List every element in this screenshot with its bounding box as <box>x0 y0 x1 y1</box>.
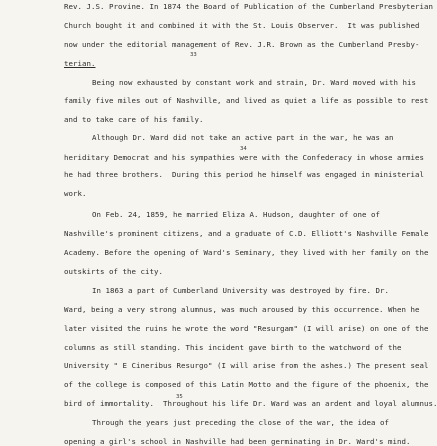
text-line: of the college is composed of this Latin Motto and the figure of the phoenix, the <box>64 380 429 389</box>
text-line: outskirts of the city. <box>64 267 163 276</box>
text-line: he had three brothers. During this period he himself was engaged in ministerial <box>64 170 424 179</box>
text-line: and to take care of his family. <box>64 115 204 124</box>
text-line: Academy. Before the opening of Ward's Seminary, they lived with her family on the <box>64 248 429 257</box>
text-line: bird of immortality. Throughout his life Dr. Ward was an ardent and loyal alumnus. <box>64 399 437 408</box>
text-line: Although Dr. Ward did not take an active part in the war, he was an <box>92 133 394 142</box>
text-line: heriditary Democrat and his sympathies were with the Confederacy in whose armies <box>64 153 424 162</box>
footnote-number: 35 <box>176 394 183 400</box>
footnote-number: 34 <box>240 146 247 152</box>
text-line: work. <box>64 189 87 198</box>
text-line: University " E Cineribus Resurgo" (I will arise from the ashes.) The present seal <box>64 361 429 370</box>
text-line: On Feb. 24, 1859, he married Eliza A. Hudson, daughter of one of <box>92 210 380 219</box>
text-line: family five miles out of Nashville, and lived as quiet a life as possible to rest <box>64 96 429 105</box>
text-line: Church bought it and combined it with the St. Louis Observer. It was published <box>64 21 420 30</box>
text-line: later visited the ruins he wrote the word "Resurgam" (I will arise) on one of the <box>64 324 429 333</box>
text-line: Rev. J.S. Provine. In 1874 the Board of Publication of the Cumberland Presbyterian <box>64 2 433 11</box>
footnote-number: 33 <box>190 52 197 58</box>
text-line: columns as still standing. This incident gave birth to the watchword of the <box>64 343 402 352</box>
text-line: In 1863 a part of Cumberland University was destroyed by fire. Dr. <box>92 286 389 295</box>
text-line: Nashville's prominent citizens, and a graduate of C.D. Elliott's Nashville Female <box>64 229 429 238</box>
text-line: now under the editorial management of Rev. J.R. Brown as the Cumberland Presby- <box>64 40 420 49</box>
text-line: Through the years just preceding the close of the war, the idea of <box>92 418 389 427</box>
text-line: Ward, being a very strong alumnus, was much aroused by this occurrence. When he <box>64 305 420 314</box>
text-line: opening a girl's school in Nashville had been germinating in Dr. Ward's mind. <box>64 437 411 446</box>
text-line: terian. <box>64 59 96 68</box>
text-line: Being now exhausted by constant work and strain, Dr. Ward moved with his <box>92 78 416 87</box>
